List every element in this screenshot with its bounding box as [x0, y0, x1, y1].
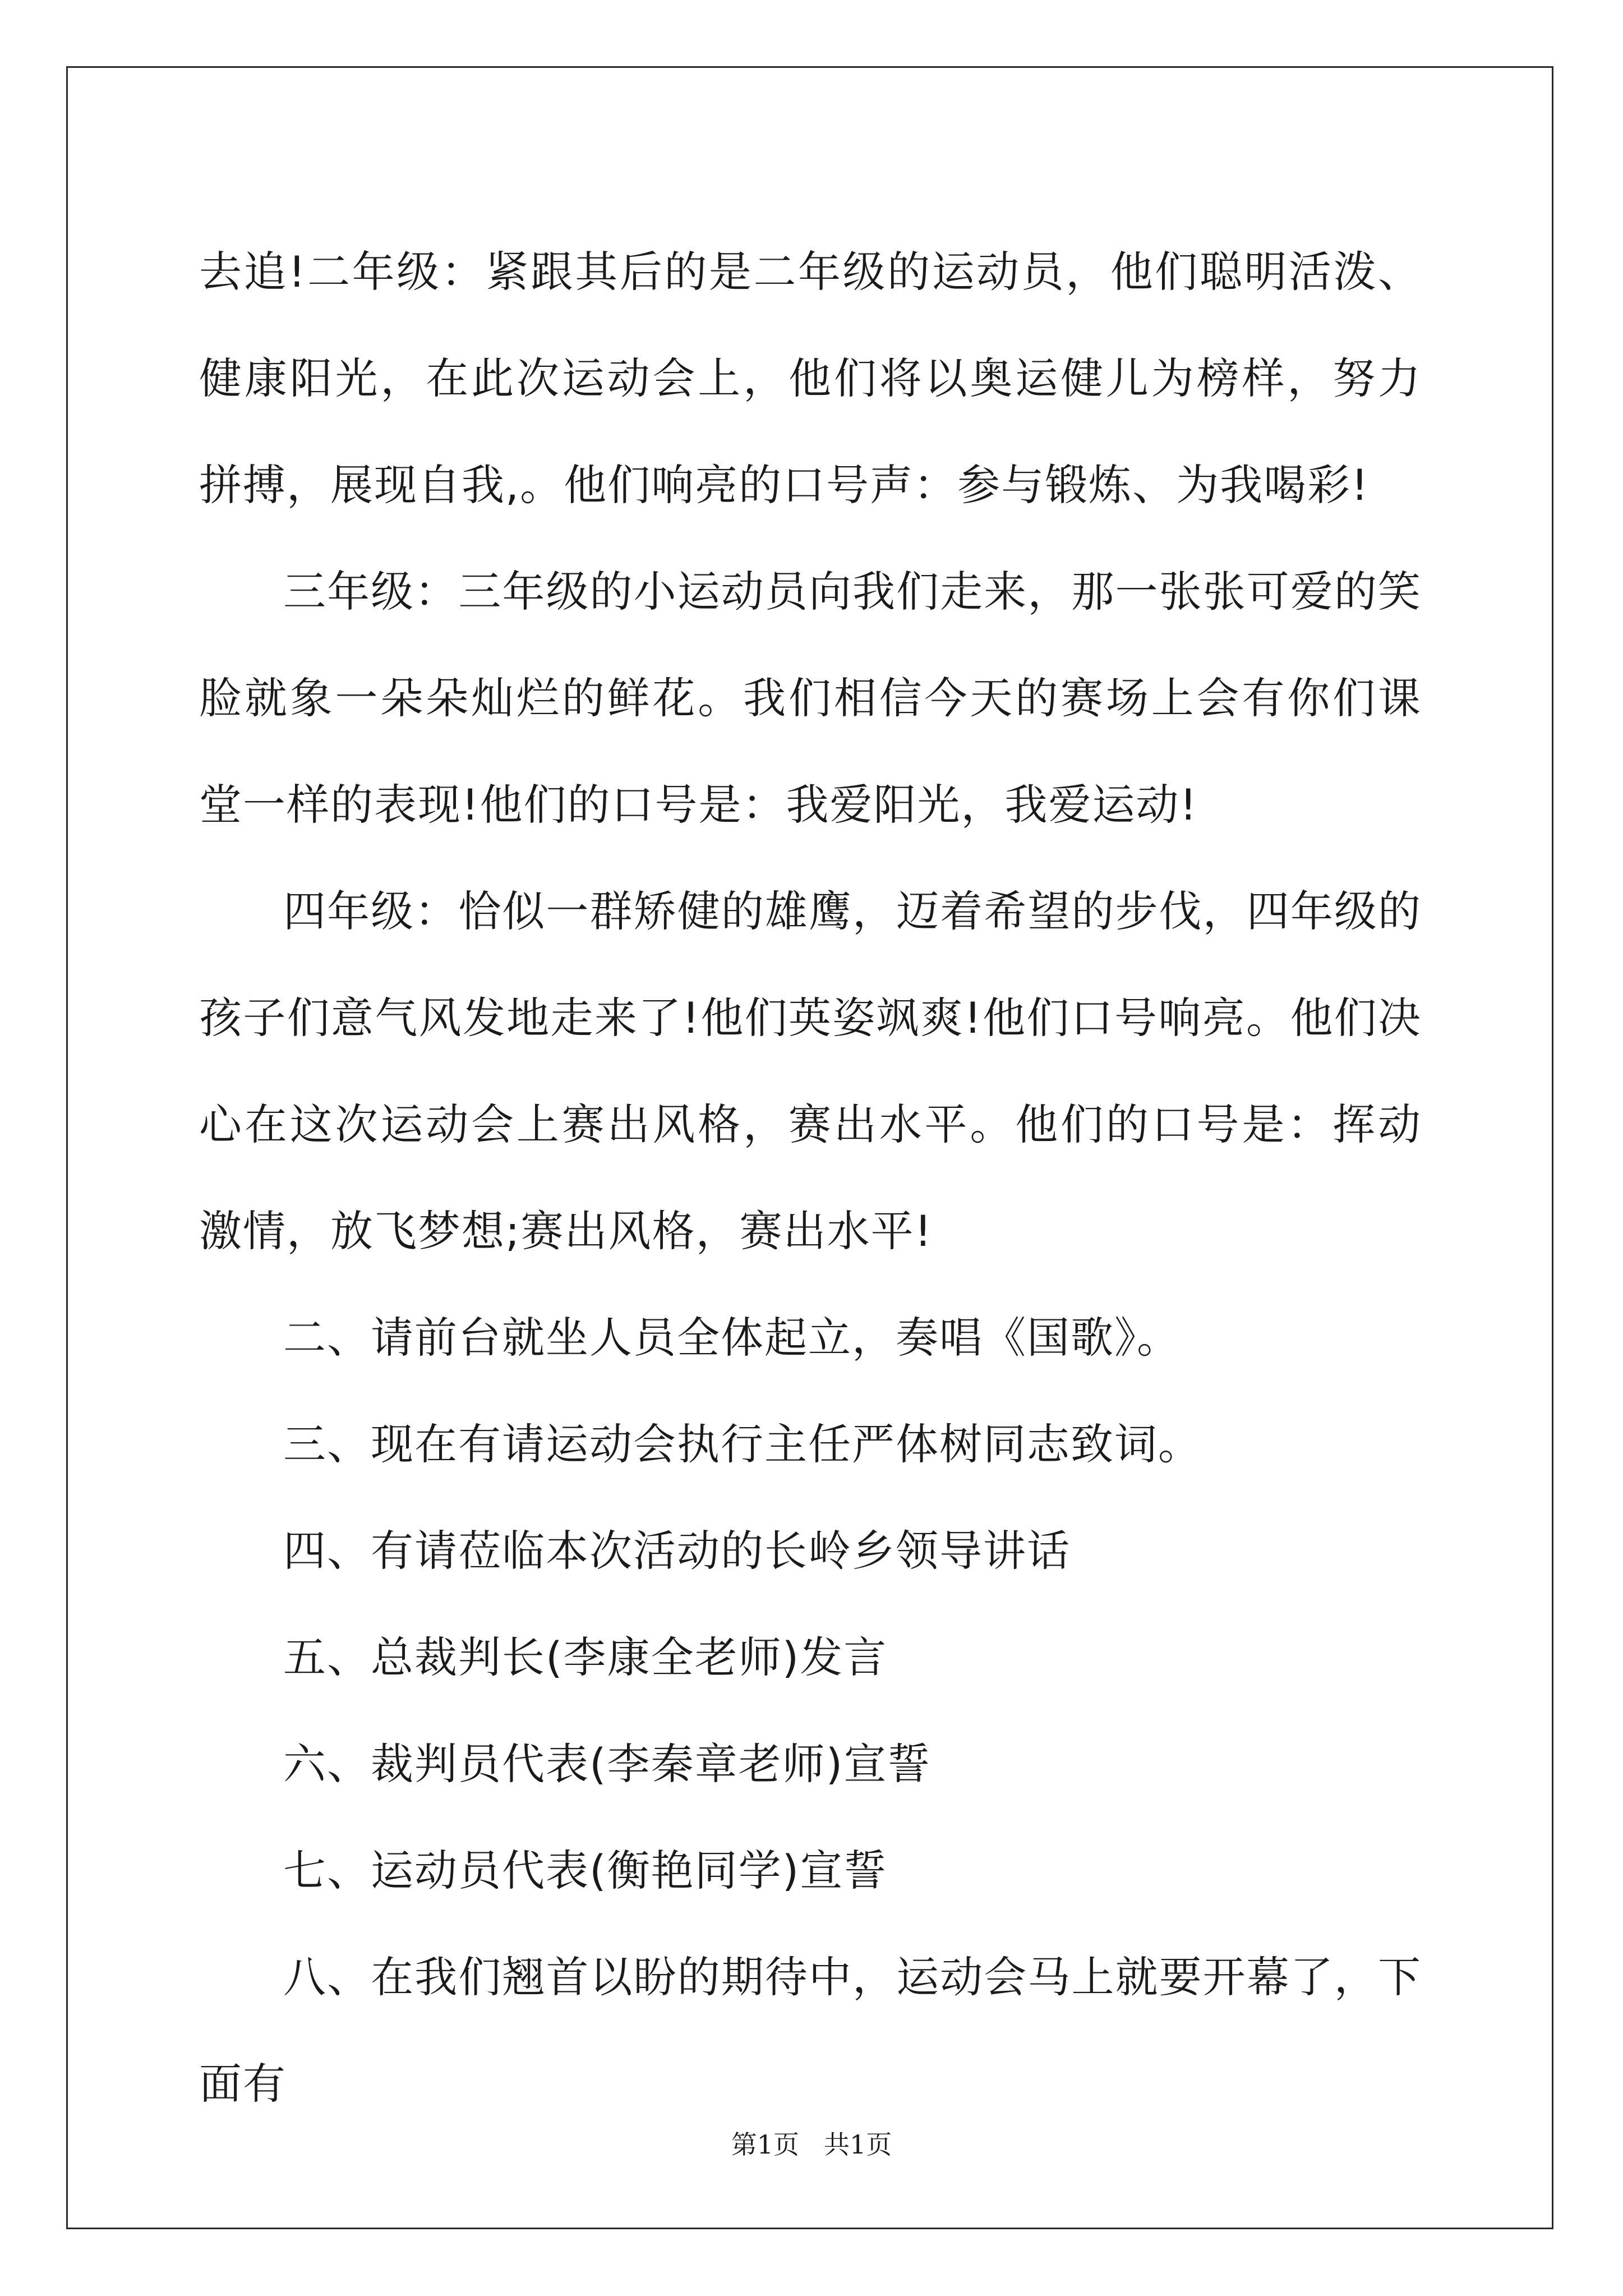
paragraph-item-5: 五、总裁判长(李康全老师)发言: [283, 1632, 888, 1682]
paragraph-item-4: 四、有请莅临本次活动的长岭乡领导讲话: [283, 1526, 1071, 1576]
page-footer: [0, 2128, 1623, 2161]
paragraph-item-6: 六、裁判员代表(李秦章老师)宣誓: [283, 1739, 932, 1789]
paragraph-item-2: 二、请前台就坐人员全体起立，奏唱《国歌》。: [283, 1313, 1181, 1363]
paragraph-item-3: 三、现在有请运动会执行主任严体树同志致词。: [283, 1419, 1202, 1469]
page-total: 共1页: [824, 2129, 892, 2160]
paragraph-item-8: 八、在我们翘首以盼的期待中，运动会马上就要开幕了，下面有: [199, 1952, 1422, 2109]
paragraph-grade-four: 四年级：恰似一群矫健的雄鹰，迈着希望的步伐，四年级的孩子们意气风发地走来了!他们英姿飒爽!他们口号响亮。他们决心在这次运动会上赛出风格，赛出水平。他们的口号是：挥动激情，放飞梦想;赛出风格，赛出水平!: [199, 886, 1422, 1256]
document-body: [199, 219, 1422, 2137]
paragraph-grade-two: 去追!二年级：紧跟其后的是二年级的运动员，他们聪明活泼、健康阳光，在此次运动会上，他们将以奥运健儿为榜样，努力拼搏，展现自我,。他们响亮的口号声：参与锻炼、为我喝彩!: [199, 247, 1422, 510]
page-number: 第1页: [731, 2129, 799, 2160]
paragraph-item-7: 七、运动员代表(衡艳同学)宣誓: [283, 1846, 888, 1895]
paragraph-grade-three: 三年级：三年级的小运动员向我们走来，那一张张可爱的笑脸就象一朵朵灿烂的鲜花。我们相信今天的赛场上会有你们课堂一样的表现!他们的口号是：我爱阳光，我爱运动!: [199, 567, 1422, 830]
